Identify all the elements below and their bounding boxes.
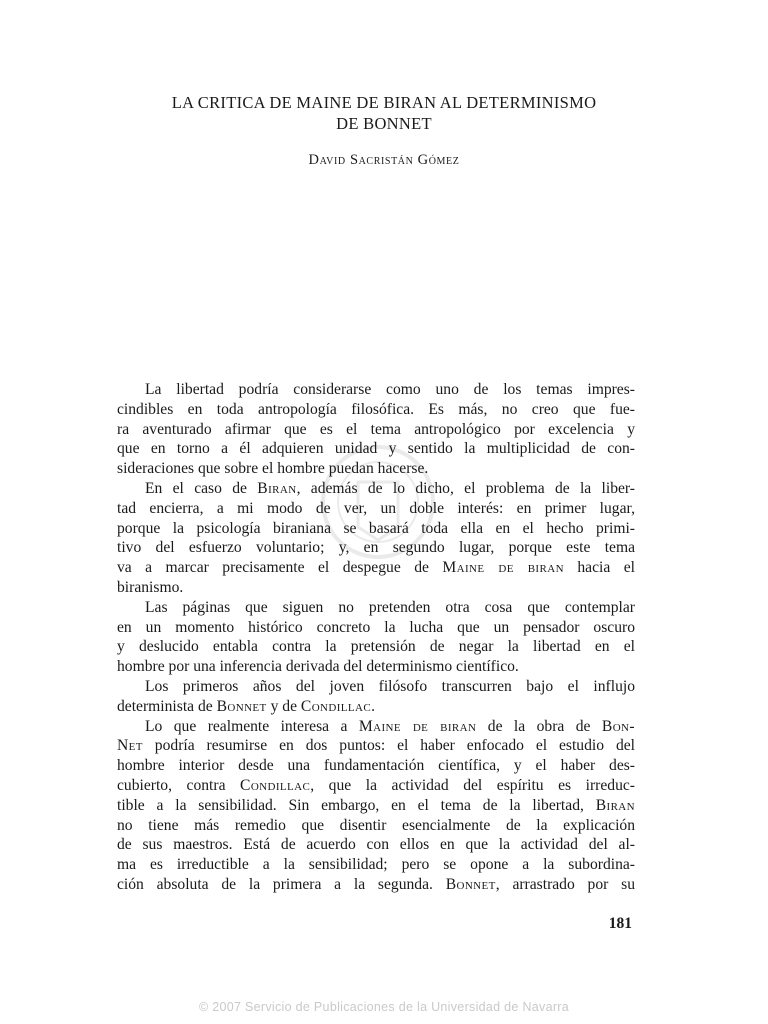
paragraph — [117, 677, 635, 717]
paragraph-line: ción absoluta de la primera a la segunda. Bonnet, arrastrado por su — [117, 875, 635, 893]
copyright-footer: © 2007 Servicio de Publicaciones de la Universidad de Navarra — [198, 1000, 570, 1014]
paragraph-line: que en torno a él adquieren unidad y sentido la multiplicidad de con- — [117, 440, 635, 458]
paragraph-line: sideraciones que sobre el hombre puedan hacerse. — [117, 460, 429, 478]
paragraph-line: en un momento histórico concreto la lucha que un pensador oscuro — [117, 618, 635, 636]
paragraph-line: biranismo. — [117, 578, 184, 596]
article-title-line-1: LA CRITICA DE MAINE DE BIRAN AL DETERMINISMO — [171, 93, 597, 112]
page-number: 181 — [608, 915, 632, 932]
paragraph-line: Net podría resumirse en dos puntos: el haber enfocado el estudio del — [117, 737, 635, 755]
paragraph-line: no tiene más remedio que disentir esencialmente de la explicación — [117, 816, 635, 834]
paragraph-line: tible a la sensibilidad. Sin embargo, en el tema de la libertad, Biran — [117, 796, 635, 814]
paragraph-line: hombre por una inferencia derivada del determinismo científico. — [117, 658, 519, 676]
paragraph-line: de sus maestros. Está de acuerdo con ellos en que la actividad del al- — [117, 836, 635, 854]
article-body — [117, 380, 635, 895]
paragraph-line: Lo que realmente interesa a Maine de biran de la obra de Bon- — [145, 717, 635, 735]
paragraph — [117, 380, 635, 479]
paragraph-line: ma es irreductible a la sensibilidad; pero se opone a la subordina- — [117, 856, 635, 874]
paragraph-line: va a marcar precisamente el despegue de Maine de biran hacia el — [117, 559, 635, 577]
article-title — [0, 92, 768, 134]
paragraph-line: cindibles en toda antropología filosófica. Es más, no creo que fue- — [117, 400, 635, 418]
article-title-line-2: DE BONNET — [336, 114, 432, 133]
paragraph — [117, 598, 635, 677]
paragraph-line: tivo del esfuerzo voluntario; y, en segundo lugar, porque este tema — [117, 539, 635, 557]
paragraph-line: Las páginas que siguen no pretenden otra cosa que contemplar — [145, 598, 635, 616]
paragraph-line: ra aventurado afirmar que es el tema antropológico por excelencia y — [117, 420, 635, 438]
paragraph-line: En el caso de Biran, además de lo dicho, el problema de la liber- — [145, 479, 635, 497]
paragraph-line: Los primeros años del joven filósofo transcurren bajo el influjo — [145, 677, 635, 695]
paragraph-line: y deslucido entabla contra la pretensión de negar la libertad en el — [117, 638, 635, 656]
paragraph-line: cubierto, contra Condillac, que la actividad del espíritu es irreduc- — [117, 776, 635, 794]
article-author: David Sacristán Gómez — [308, 152, 460, 168]
paragraph-line: tad encierra, a mi modo de ver, un doble interés: en primer lugar, — [117, 499, 635, 517]
paragraph-line: La libertad podría considerarse como uno de los temas impres- — [145, 381, 635, 398]
paragraph — [117, 717, 635, 895]
paragraph-line: porque la psicología biraniana se basará toda ella en el hecho primi- — [117, 519, 635, 537]
paragraph-line: hombre interior desde una fundamentación científica, y el haber des- — [117, 757, 635, 775]
paragraph — [117, 479, 635, 598]
paragraph-line: determinista de Bonnet y de Condillac. — [117, 697, 376, 715]
